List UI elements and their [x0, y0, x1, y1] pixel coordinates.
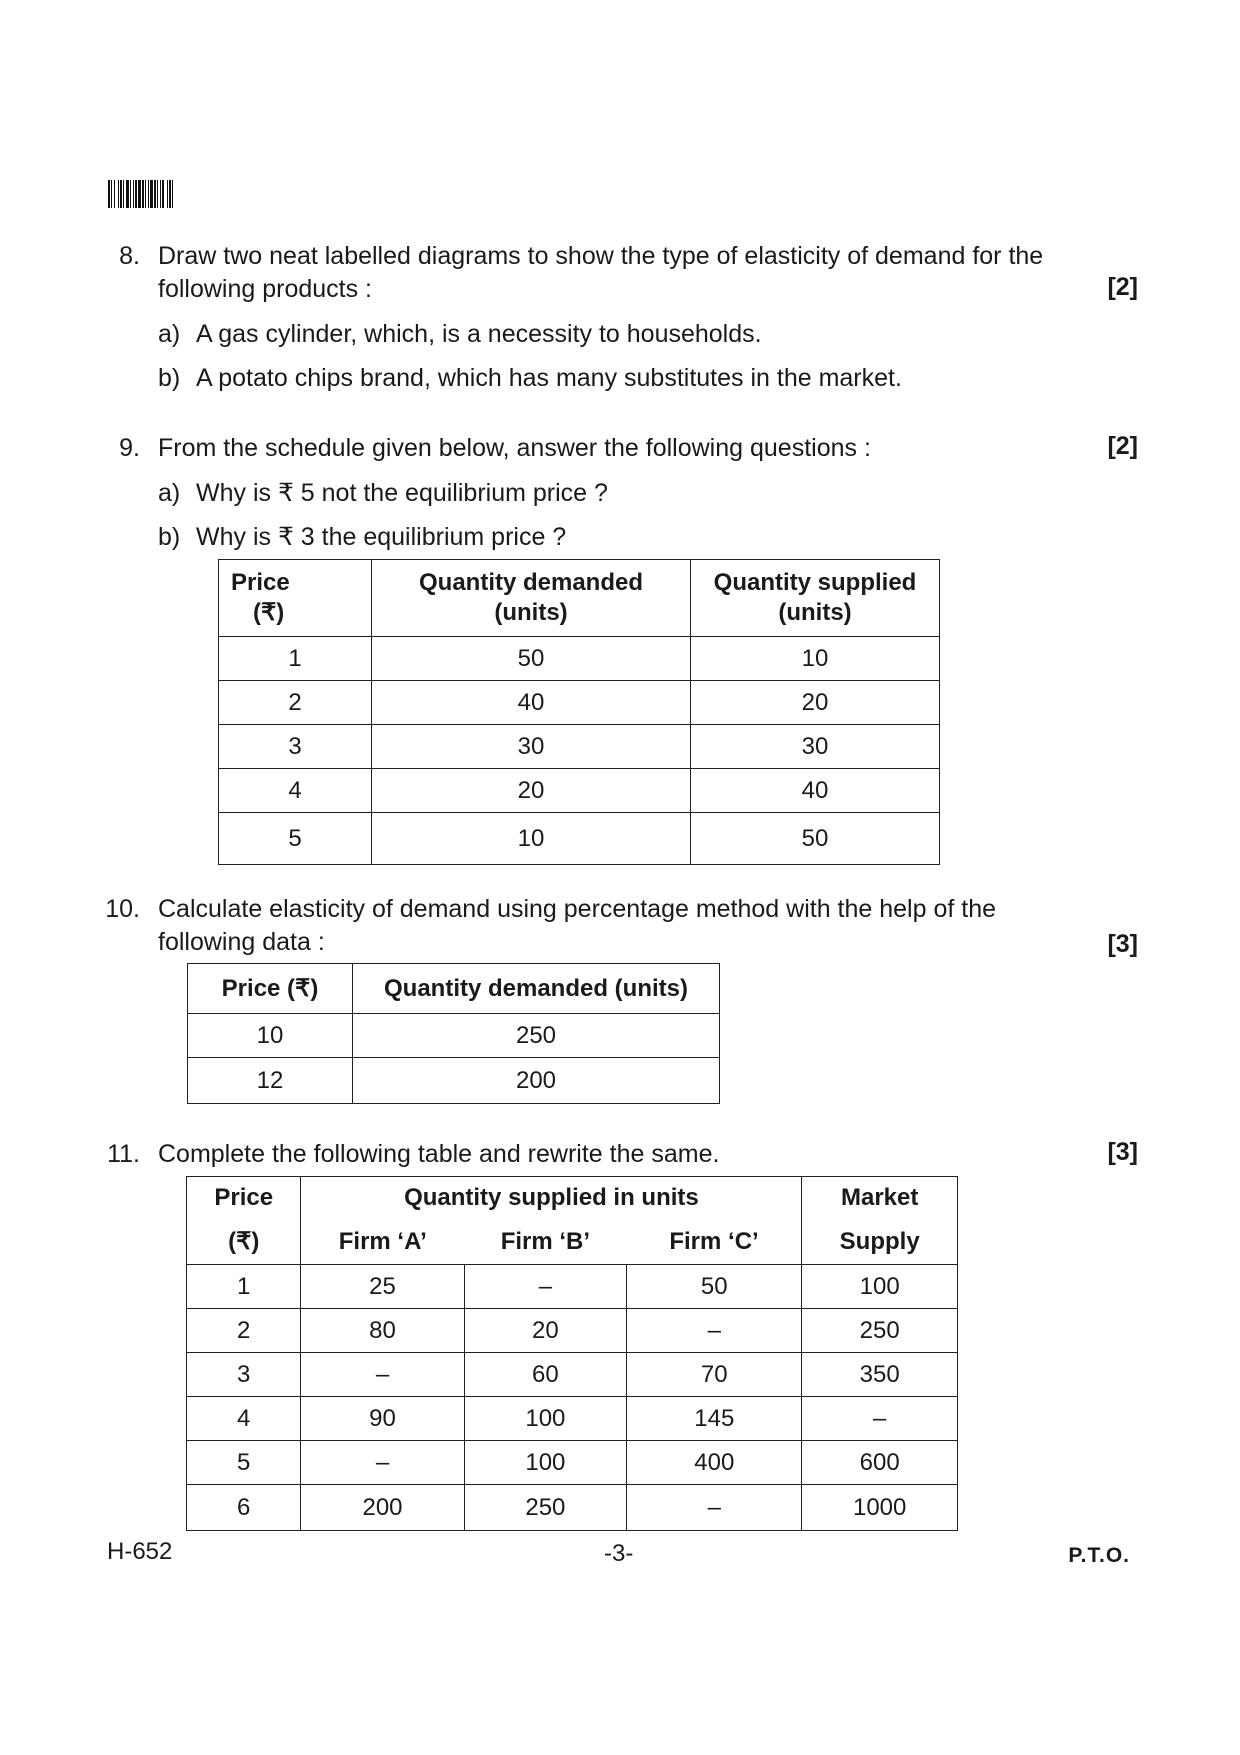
- table-row: [219, 813, 940, 865]
- cell-qs: 10: [691, 637, 940, 681]
- cell-firm-c: 70: [627, 1353, 802, 1397]
- cell-qd: 30: [372, 725, 691, 769]
- header-qd-line2: (units): [494, 599, 568, 626]
- table-header-row: [187, 1220, 958, 1265]
- cell-firm-a: 90: [301, 1397, 464, 1441]
- q8-b-label: b): [158, 364, 181, 392]
- cell-market-supply: 350: [802, 1353, 958, 1397]
- q8-b-text: A potato chips brand, which has many substitutes in the market.: [196, 364, 902, 392]
- cell-firm-c: 50: [627, 1265, 802, 1309]
- table-row: [187, 1485, 958, 1531]
- q11-text: Complete the following table and rewrite the same.: [158, 1140, 720, 1168]
- q8-text-line1: Draw two neat labelled diagrams to show the type of elasticity of demand for the: [158, 242, 1044, 270]
- q10-number: 10.: [105, 895, 140, 923]
- table-row: [219, 681, 940, 725]
- cell-firm-b: 60: [464, 1353, 627, 1397]
- q8-marks: [2]: [1107, 273, 1138, 301]
- cell-firm-a: –: [301, 1353, 464, 1397]
- q11-marks: [3]: [1107, 1138, 1138, 1166]
- paper-code: H-652: [107, 1538, 173, 1565]
- table-row: [187, 1353, 958, 1397]
- cell-price: 5: [187, 1441, 301, 1485]
- cell-firm-a: –: [301, 1441, 464, 1485]
- table-row: [188, 1058, 720, 1104]
- cell-price: 4: [187, 1397, 301, 1441]
- table-header-row: [219, 560, 940, 637]
- header-firm-a: Firm ‘A’: [301, 1220, 464, 1265]
- cell-qd: 250: [353, 1014, 720, 1058]
- barcode-image: [108, 180, 248, 208]
- cell-firm-a: 80: [301, 1309, 464, 1353]
- q10-text-line2: following data :: [158, 928, 325, 956]
- q8-a-text: A gas cylinder, which, is a necessity to households.: [196, 320, 762, 348]
- q9-a-text: Why is ₹ 5 not the equilibrium price ?: [196, 479, 608, 507]
- cell-price: 3: [187, 1353, 301, 1397]
- cell-firm-c: 145: [627, 1397, 802, 1441]
- q8-text-line2: following products :: [158, 275, 373, 303]
- cell-market-supply: 600: [802, 1441, 958, 1485]
- table-row: [187, 1265, 958, 1309]
- cell-qs: 50: [691, 813, 940, 865]
- cell-market-supply: 250: [802, 1309, 958, 1353]
- cell-price: 1: [219, 637, 372, 681]
- header-market: Market: [802, 1177, 958, 1220]
- cell-market-supply: –: [802, 1397, 958, 1441]
- q9-schedule-table: [218, 559, 940, 865]
- table-row: [219, 637, 940, 681]
- table-row: [219, 769, 940, 813]
- header-quantity-supplied: [691, 560, 940, 637]
- cell-price: 2: [219, 681, 372, 725]
- cell-market-supply: 100: [802, 1265, 958, 1309]
- cell-price: 3: [219, 725, 372, 769]
- cell-firm-c: 400: [627, 1441, 802, 1485]
- header-price-unit: (₹): [187, 1220, 301, 1265]
- pto-label: P.T.O.: [1068, 1544, 1130, 1567]
- cell-firm-b: –: [464, 1265, 627, 1309]
- header-price-line1: Price: [231, 569, 290, 596]
- cell-firm-b: 20: [464, 1309, 627, 1353]
- cell-qd: 20: [372, 769, 691, 813]
- table-row: [187, 1397, 958, 1441]
- page-number: -3-: [604, 1540, 634, 1567]
- cell-qd: 50: [372, 637, 691, 681]
- cell-firm-a: 25: [301, 1265, 464, 1309]
- header-price-line2: (₹): [253, 599, 285, 626]
- q9-b-label: b): [158, 523, 181, 551]
- q11-number: 11.: [107, 1140, 140, 1168]
- cell-firm-b: 100: [464, 1441, 627, 1485]
- header-quantity-supplied-group: Quantity supplied in units: [301, 1177, 802, 1220]
- cell-firm-a: 200: [301, 1485, 464, 1531]
- header-qd-line1: Quantity demanded: [418, 569, 644, 596]
- header-quantity-demanded: Quantity demanded (units): [353, 964, 720, 1014]
- header-qs-line2: (units): [778, 599, 852, 626]
- q9-a-label: a): [158, 479, 181, 507]
- q9-marks: [2]: [1107, 432, 1138, 460]
- cell-firm-c: –: [627, 1309, 802, 1353]
- table-row: [219, 725, 940, 769]
- header-price: Price: [187, 1177, 301, 1220]
- cell-price: 6: [187, 1485, 301, 1531]
- header-market-supply: Supply: [802, 1220, 958, 1265]
- cell-price: 1: [187, 1265, 301, 1309]
- table-header-row: [188, 964, 720, 1014]
- q10-marks: [3]: [1107, 930, 1138, 958]
- q9-text: From the schedule given below, answer the following questions :: [158, 434, 871, 462]
- cell-price: 4: [219, 769, 372, 813]
- cell-qs: 40: [691, 769, 940, 813]
- q8-number: 8.: [119, 242, 140, 270]
- table-row: [187, 1441, 958, 1485]
- table-row: [188, 1014, 720, 1058]
- cell-qd: 200: [353, 1058, 720, 1104]
- q10-text-line1: Calculate elasticity of demand using percentage method with the help of the: [158, 895, 997, 923]
- cell-market-supply: 1000: [802, 1485, 958, 1531]
- cell-price: 5: [219, 813, 372, 865]
- header-firm-b: Firm ‘B’: [464, 1220, 627, 1265]
- table-row: [187, 1309, 958, 1353]
- table-header-row: [187, 1177, 958, 1220]
- cell-firm-b: 100: [464, 1397, 627, 1441]
- cell-qd: 10: [372, 813, 691, 865]
- cell-qs: 20: [691, 681, 940, 725]
- cell-price: 12: [188, 1058, 353, 1104]
- header-qs-line1: Quantity supplied: [713, 569, 917, 596]
- header-price: [219, 560, 372, 637]
- cell-qd: 40: [372, 681, 691, 725]
- cell-qs: 30: [691, 725, 940, 769]
- header-quantity-demanded: [372, 560, 691, 637]
- cell-firm-b: 250: [464, 1485, 627, 1531]
- cell-price: 10: [188, 1014, 353, 1058]
- q9-b-text: Why is ₹ 3 the equilibrium price ?: [196, 523, 567, 551]
- header-firm-c: Firm ‘C’: [627, 1220, 802, 1265]
- cell-price: 2: [187, 1309, 301, 1353]
- q11-supply-table: [186, 1176, 958, 1531]
- q8-a-label: a): [158, 320, 181, 348]
- header-price: Price (₹): [188, 964, 353, 1014]
- q10-data-table: [187, 963, 720, 1104]
- q9-number: 9.: [119, 434, 140, 462]
- cell-firm-c: –: [627, 1485, 802, 1531]
